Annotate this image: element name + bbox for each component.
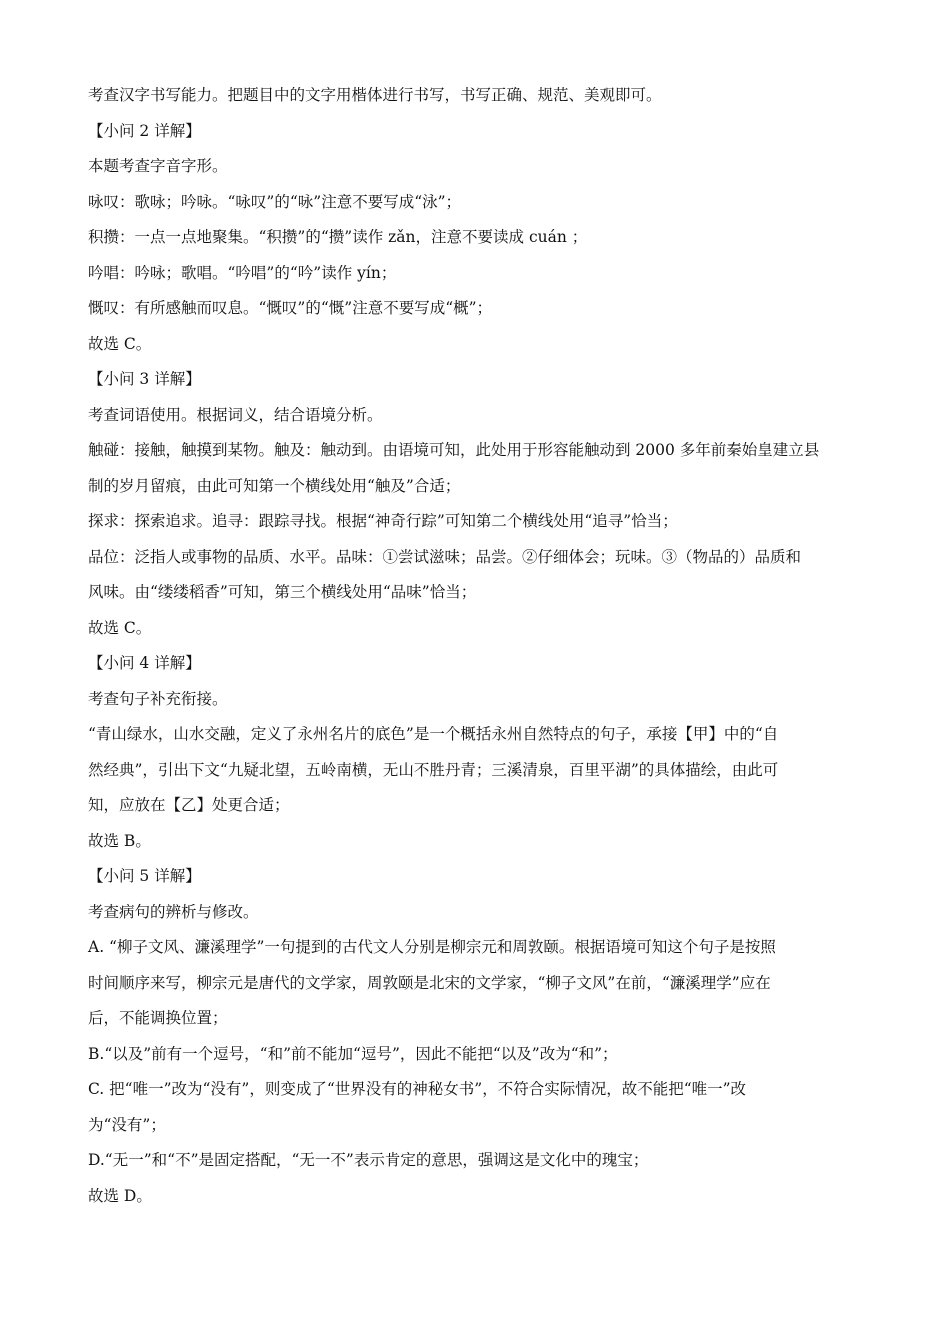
text-line: 考查词语使用。根据词义，结合语境分析。 — [88, 405, 383, 424]
text-line: 然经典”，引出下文“九疑北望，五岭南横，无山不胜丹青；三溪清泉，百里平湖”的具体描绘，由此可 — [88, 760, 779, 779]
text-line: 慨叹：有所感触而叹息。“慨叹”的“慨”注意不要写成“概”； — [88, 299, 493, 317]
text-line: 风味。由“缕缕稻香”可知，第三个横线处用“品味”恰当； — [88, 583, 477, 601]
document-page — [88, 78, 863, 1214]
answer-line: 故选 C。 — [88, 618, 152, 637]
text-line: 时间顺序来写，柳宗元是唐代的文学家，周敦颐是北宋的文学家，“柳子文风”在前，“濂溪理学”应在 — [88, 973, 771, 992]
text-line: 制的岁月留痕，由此可知第一个横线处用“触及”合适； — [88, 476, 461, 495]
section-heading-q5: 【小问 5 详解】 — [88, 867, 201, 885]
text-line: D.“无一”和“不”是固定搭配，“无一不”表示肯定的意思，强调这是文化中的瑰宝； — [88, 1151, 649, 1169]
text-line: 品位：泛指人或事物的品质、水平。品味：①尝试滋味；品尝。②仔细体会；玩味。③（物品的）品质和 — [88, 547, 802, 566]
answer-line: 故选 B。 — [88, 831, 151, 850]
text-line: C. 把“唯一”改为“没有”，则变成了“世界没有的神秘女书”，不符合实际情况，故不能把“唯一”改 — [88, 1080, 747, 1098]
text-line: 触碰：接触，触摸到某物。触及：触动到。由语境可知，此处用于形容能触动到 2000 多年前秦始皇建立县 — [88, 441, 820, 459]
text-line: 后，不能调换位置； — [88, 1009, 228, 1027]
text-line: “青山绿水，山水交融，定义了永州名片的底色”是一个概括永州自然特点的句子，承接【甲】中的“自 — [88, 725, 779, 743]
text-line: A. “柳子文风、濂溪理学”一句提到的古代文人分别是柳宗元和周敦颐。根据语境可知这个句子是按照 — [88, 938, 776, 956]
text-line: 考查汉字书写能力。把题目中的文字用楷体进行书写，书写正确、规范、美观即可。 — [88, 86, 662, 104]
text-line: 考查句子补充衔接。 — [88, 689, 228, 708]
section-heading-q3: 【小问 3 详解】 — [88, 370, 201, 388]
text-line: 考查病句的辨析与修改。 — [88, 902, 259, 921]
text-line: B.“以及”前有一个逗号，“和”前不能加“逗号”，因此不能把“以及”改为“和”； — [88, 1044, 618, 1063]
section-heading-q2: 【小问 2 详解】 — [88, 121, 201, 140]
text-line: 咏叹：歌咏；吟咏。“咏叹”的“咏”注意不要写成“泳”； — [88, 192, 462, 211]
text-line: 为“没有”； — [88, 1115, 166, 1134]
text-line: 探求：探索追求。追寻：跟踪寻找。根据“神奇行踪”可知第二个横线处用“追寻”恰当； — [88, 512, 678, 530]
answer-line: 故选 C。 — [88, 334, 152, 353]
text-line: 知，应放在【乙】处更合适； — [88, 796, 290, 814]
text-line: 吟唱：吟咏；歌唱。“吟唱”的“吟”读作 yín； — [88, 263, 397, 282]
text-line: 本题考查字音字形。 — [88, 157, 228, 175]
answer-line: 故选 D。 — [88, 1186, 152, 1205]
section-heading-q4: 【小问 4 详解】 — [88, 654, 201, 672]
text-line: 积攒：一点一点地聚集。“积攒”的“攒”读作 zǎn，注意不要读成 cuán ； — [88, 228, 588, 246]
